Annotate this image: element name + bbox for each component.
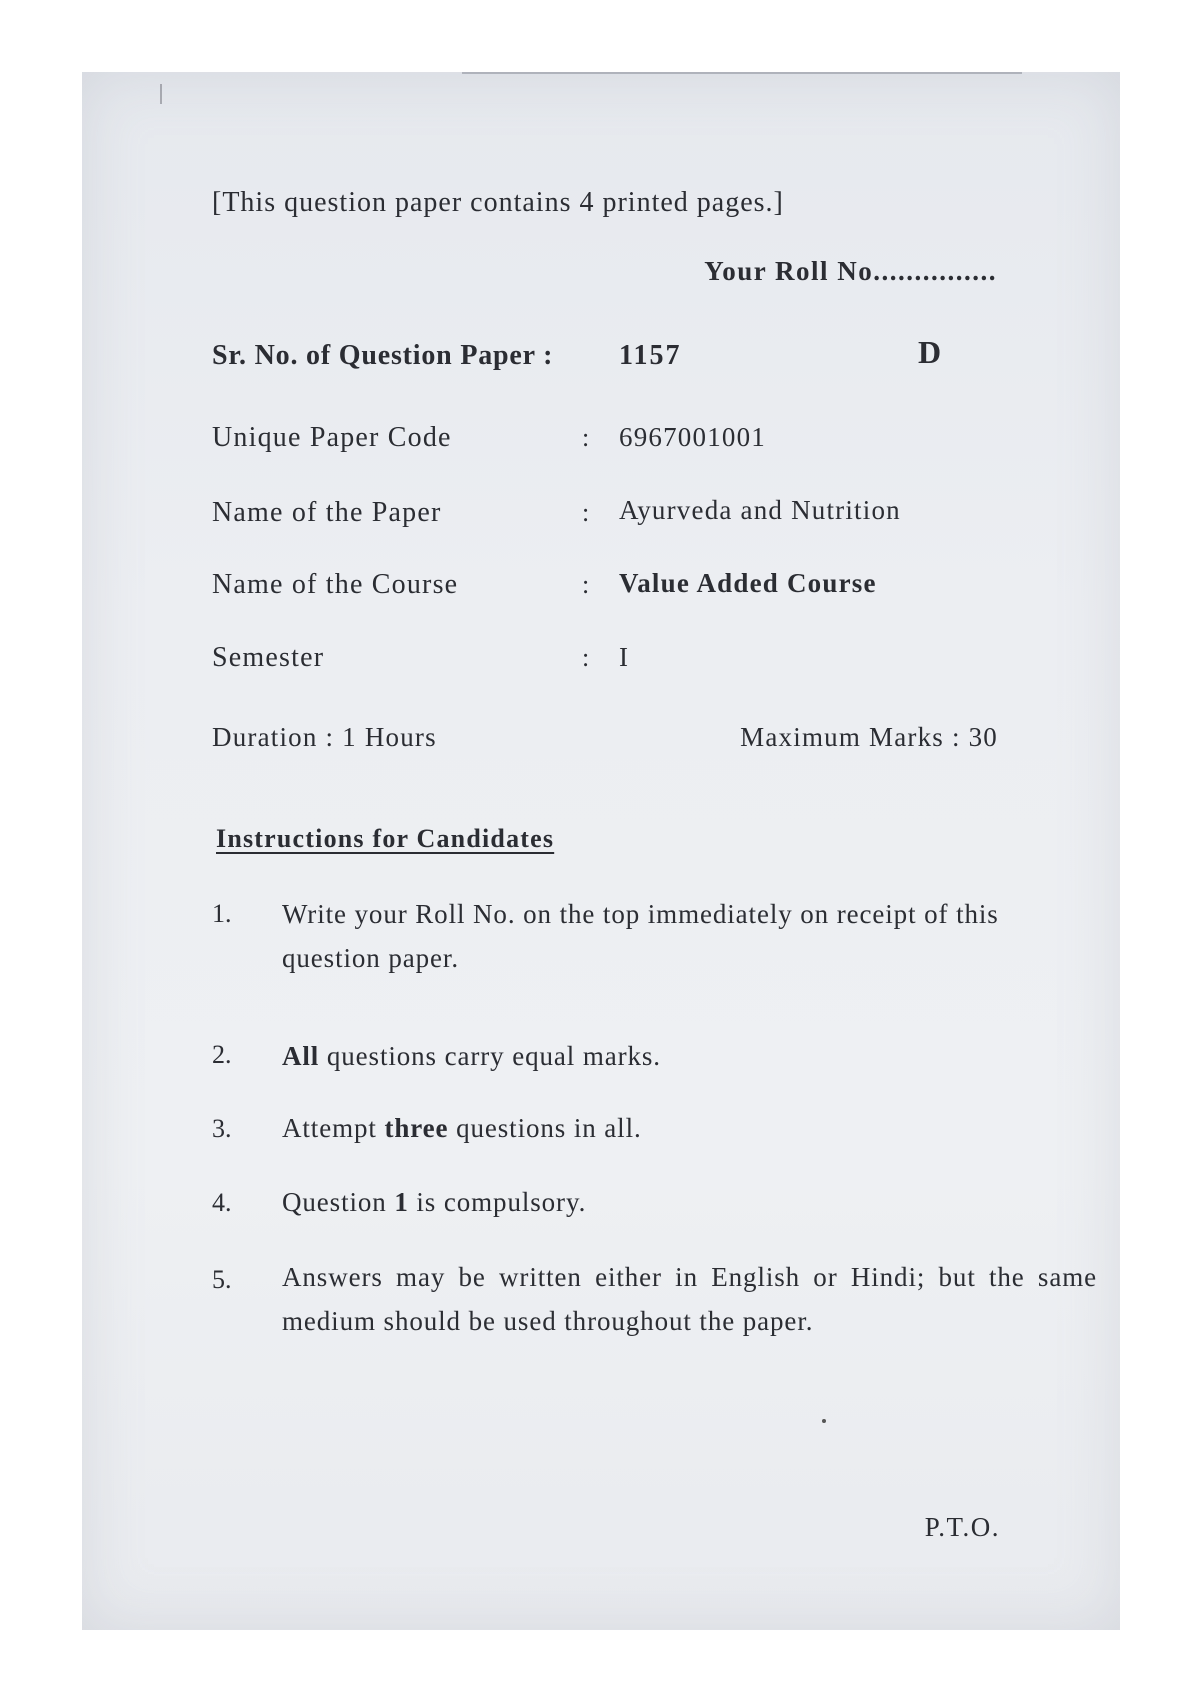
- instruction-emphasis: three: [384, 1113, 449, 1143]
- instruction-text: [282, 1255, 1097, 1343]
- paper-mark: [160, 84, 162, 104]
- detail-colon: :: [582, 643, 590, 672]
- instruction-text-segment: questions carry equal marks.: [319, 1041, 661, 1071]
- unique-paper-code-value: 6967001001: [619, 422, 766, 452]
- unique-paper-code-label: Unique Paper Code: [212, 422, 452, 453]
- paper-name-label: Name of the Paper: [212, 497, 442, 528]
- instructions-heading: Instructions for Candidates: [216, 824, 555, 853]
- detail-colon: :: [582, 570, 590, 599]
- instruction-text-segment: Attempt: [282, 1113, 385, 1143]
- instruction-number: 1.: [212, 899, 232, 928]
- serial-number-label: Sr. No. of Question Paper :: [212, 340, 554, 371]
- top-edge-line: [462, 72, 1022, 74]
- instruction-emphasis: All: [282, 1041, 320, 1071]
- roll-number-field: Your Roll No...............: [704, 256, 997, 286]
- instruction-text-segment: Answers may be written either in English or Hindi; but the same medium should be used throughout the paper.: [282, 1262, 1097, 1336]
- instruction-number: 5.: [212, 1265, 232, 1294]
- detail-colon: :: [582, 498, 590, 527]
- paper-name-value: Ayurveda and Nutrition: [619, 495, 901, 525]
- instruction-text: [282, 892, 1092, 980]
- page-count-note: [This question paper contains 4 printed pages.]: [212, 187, 784, 218]
- instruction-text-segment: Write your Roll No. on the top immediately on receipt of this question paper.: [282, 899, 999, 973]
- instruction-text-segment: questions in all.: [448, 1113, 642, 1143]
- semester-value: I: [619, 642, 630, 672]
- instruction-text: [282, 1034, 1092, 1078]
- instruction-text-segment: Question: [282, 1187, 395, 1217]
- question-paper-sheet: [82, 72, 1120, 1630]
- instruction-number: 2.: [212, 1040, 232, 1069]
- instruction-emphasis: 1: [394, 1187, 409, 1217]
- maximum-marks: Maximum Marks : 30: [740, 722, 998, 752]
- instruction-text-segment: is compulsory.: [408, 1187, 587, 1217]
- course-name-value: Value Added Course: [619, 568, 877, 598]
- semester-label: Semester: [212, 642, 325, 673]
- ink-speck: [822, 1419, 826, 1423]
- paper-set-letter: D: [918, 334, 942, 370]
- instruction-text: [282, 1106, 1092, 1150]
- course-name-label: Name of the Course: [212, 569, 459, 600]
- instruction-number: 3.: [212, 1114, 232, 1143]
- duration: Duration : 1 Hours: [212, 722, 437, 752]
- detail-colon: :: [582, 423, 590, 452]
- instruction-text: [282, 1180, 1092, 1224]
- please-turn-over: P.T.O.: [924, 1512, 1000, 1542]
- serial-number-value: 1157: [619, 340, 682, 371]
- instruction-number: 4.: [212, 1188, 232, 1217]
